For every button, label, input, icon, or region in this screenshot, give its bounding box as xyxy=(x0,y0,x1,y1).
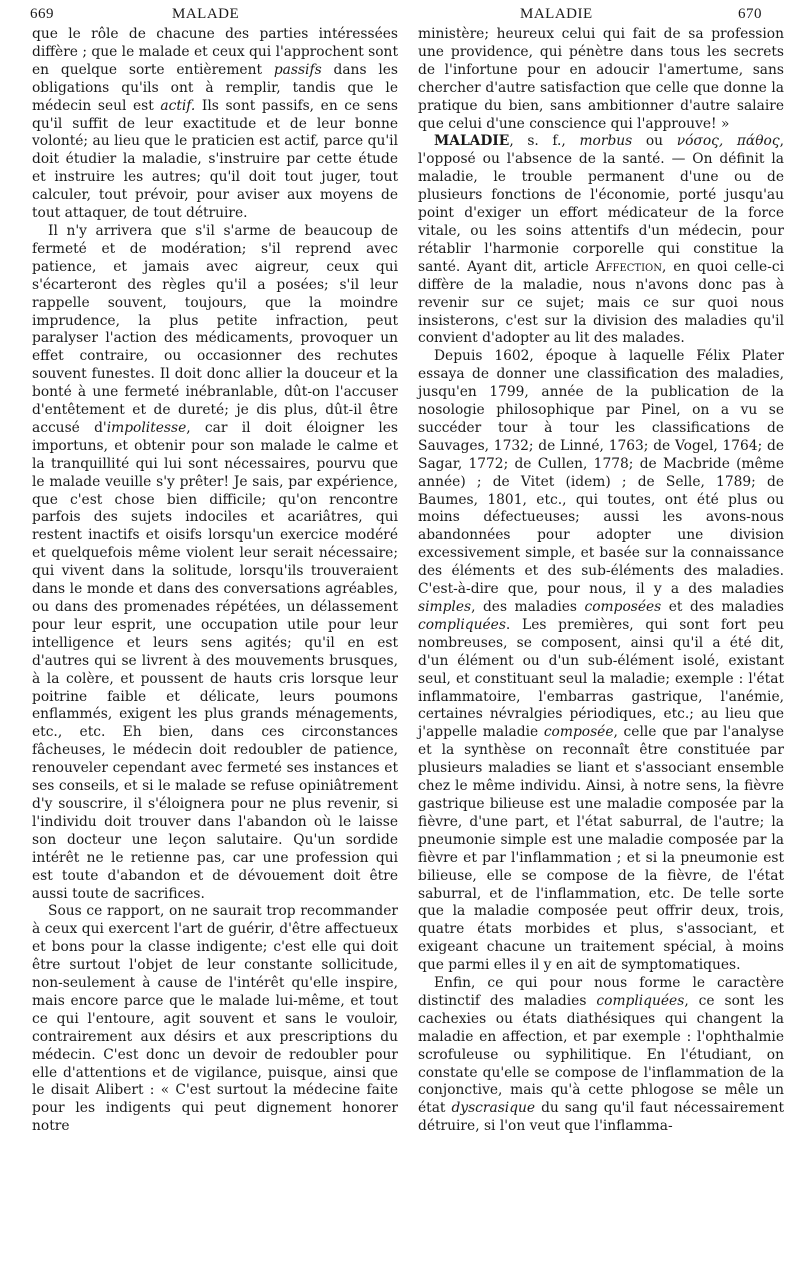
text-run: Ils sont passifs, en ce sens qu'il suffit de leur exactitude et de leur bonne volonté; au lieu que le praticien est actif, parce qu'il doit étudier la maladie, s'instruire par cette étude et instruire les autres; qu'il doit tout juger, tout calculer, tout prévoir, pour aviser aux moyens de tout attaquer, de tout détruire. xyxy=(32,97,398,222)
italic-term: morbus xyxy=(579,133,633,150)
left-page-number: 669 xyxy=(30,6,54,22)
italic-term: dyscrasique xyxy=(451,1100,536,1117)
text-run: , des maladies xyxy=(471,599,585,615)
text-run: Il n'y arrivera que s'il s'arme de beaucoup de fermeté et de modération; s'il reprend avec patience, et jamais avec aigreur, ceux qui s'écarteront des règles qu'il a posées; s'il leur rappelle souvent, toujours, que la moindre imprudence, la plus petite infraction, peut paralyser l'action des médicaments, provoquer un effet contraire, ou occasionner des rechutes souvent funestes. Il doit donc allier la douceur et la bonté à une fermeté inébranlable, dût-on l'accuser d'entêtement et de dureté; je dis plus, dût-il être accusé d' xyxy=(32,222,398,436)
right-paragraph-1: ministère; heureux celui qui fait de sa profession une providence, qui pénètre dans tous les secrets de l'infortune pour en adoucir l'amertume, sans chercher d'autre satisfaction que celle que donne la pratique du bien, sans ambitionner d'autre salaire que celui d'une conscience qui l'approuve! » xyxy=(418,26,784,132)
text-run: , celle que par l'analyse et la synthèse on reconnaît être constituée par plusieurs maladies se liant et s'associant ensemble chez le même individu. Ainsi, à notre sens, la fièvre gastrique bilieuse est une maladie composée par la fièvre, d'une part, et l'état saburral, de l'autre; la pneumonie simple est une maladie composée par la fièvre et par l'inflammation ; et si la pneumonie est bilieuse, elle se compose de la fièvre, de l'état saburral, et de l'inflammation, etc. De telle sorte que la maladie composée peut offrir deux, trois, quatre états morbides et plus, s'associant, et exigeant chacune un traitement spécial, à moins que parmi elles il y en ait de symptomatiques. xyxy=(418,724,784,974)
text-run: , car il doit éloigner les importuns, et obtenir pour son malade le calme et la tranquillité qui lui sont nécessaires, pourvu que le malade veuille s'y prêter! Je sais, par expérience, que c'est chose bien difficile; qu'on rencontre parfois des sujets indociles et acariâtres, qui restent inactifs et oisifs lorsqu'un exercice modéré et quelquefois même violent leur serait nécessaire; qui vivent dans la solitude, lorsqu'ils trouveraient dans le monde et dans des conversations agréables, ou dans des promenades répétées, un délassement pour leur esprit, une occupation utile pour leur intelligence et leurs sens agités; qu'il en est d'autres qui se livrent à des mouvements brusques, à la colère, et poussent de hauts cris lorsque leur poitrine faible et délicate, leurs poumons enflammés, exigent les plus grands ménagements, etc., etc. Eh bien, dans ces circonstances fâcheuses, le médecin doit redoubler de patience, renouveler cependant avec fermeté ses instances et ses conseils, et si le malade se refuse opiniâtrement d'y souscrire, il s'éloignera pour ne plus revenir, si l'individu doit trouver dans l'abandon où le laisse son docteur une leçon salutaire. Qu'un sordide intérêt ne le retienne pas, car une profession qui est toute d'abandon et de dévouement doit être aussi toute de sacrifices. xyxy=(32,419,398,902)
greek-term: νόσος, πάθος xyxy=(676,133,780,150)
cross-reference: Affection xyxy=(595,258,663,275)
text-run: dans les obligations qu'ils ont à remplir, tandis que le médecin seul est xyxy=(32,61,399,114)
entry-headword: MALADIE xyxy=(434,133,510,150)
right-paragraph-3 xyxy=(418,348,784,975)
right-paragraph-4 xyxy=(418,975,784,1136)
italic-term: composée xyxy=(543,724,614,741)
left-column xyxy=(32,26,398,1136)
italic-term: composées xyxy=(584,599,662,615)
text-run: , s. f., xyxy=(509,133,580,150)
text-run: , en quoi celle-ci diffère de la maladie, nous n'avons donc pas à revenir sur ce sujet; mais ce sur quoi nous insisterons, c'est sur la division des maladies qu'il convient d'adopter au lit des malades. xyxy=(418,258,784,347)
text-run: , ce sont les cachexies ou états diathésiques qui changent la maladie en affection, et par exemple : l'ophthalmie scrofuleuse ou syphilitique. En l'étudiant, on constate qu'elle se compose de l'inflammation de la conjonctive, mais qu'à cette phlogose se mêle un état xyxy=(418,992,784,1117)
italic-term: simples xyxy=(418,599,472,615)
italic-term: compliquées xyxy=(418,616,506,633)
text-run: Depuis 1602, époque à laquelle Félix Plater essaya de donner une classification des maladies, jusqu'en 1799, année de la publication de la nosologie philosophique par Pinel, on a vu se succéder tour à tour les classifications de Sauvages, 1732; de Linné, 1763; de Vogel, 1764; de Sagar, 1772; de Cullen, 1778; de Macbride (même année) ; de Vitet (idem) ; de Selle, 1789; de Baumes, 1801, etc., qui toutes, ont été plus ou moins défectueuses; aussi les avons-nous abandonnées pour adopter une division excessivement simple, et basée sur la connaissance des éléments et des sub-éléments des maladies. C'est-à-dire que, pour nous, il y a des maladies xyxy=(418,348,784,598)
left-paragraph-1 xyxy=(32,26,398,223)
italic-term: impolitesse xyxy=(106,419,187,436)
right-column xyxy=(418,26,784,1136)
text-run: . Les premières, qui sont fort peu nombreuses, se composent, ainsi qu'il a été dit, d'un élément ou d'un sub-élément isolé, existant seul, et constituant seul la maladie; exemple : l'état inflammatoire, l'embarras gastrique, l'anémie, certaines névralgies périodiques, etc.; au lieu que j'appelle maladie xyxy=(418,616,784,741)
entry-maladie xyxy=(418,133,784,348)
italic-term: compliquées xyxy=(596,992,685,1009)
text-run: Enfin, ce qui pour nous forme le caractère distinctif des maladies xyxy=(418,975,784,1009)
italic-term: actif. xyxy=(160,97,196,114)
left-paragraph-3: Sous ce rapport, on ne saurait trop recommander à ceux qui exercent l'art de guérir, d'être affectueux et bons pour la classe indigente; c'est elle qui doit être surtout l'objet de leur constante sollicitude, non-seulement à cause de l'intérêt qu'elle inspire, mais encore parce que le malade lui-même, et tout ce qui l'entoure, agit souvent et sans le vouloir, contrairement aux désirs et aux prescriptions du médecin. C'est donc un devoir de redoubler pour elle d'attentions et de vigilance, puisque, ainsi que le disait Alibert : « C'est surtout la médecine faite pour les indigents qui peut dignement honorer notre xyxy=(32,903,398,1135)
text-run: et des maladies xyxy=(661,599,784,615)
right-running-title: MALADIE xyxy=(520,6,593,22)
text-run: que le rôle de chacune des parties intéressées diffère ; que le malade et ceux qui l'approchent sont en quelque sorte entièrement xyxy=(32,26,398,78)
text-run: ou xyxy=(632,133,677,150)
right-page-number: 670 xyxy=(738,6,762,22)
left-paragraph-2 xyxy=(32,223,398,903)
text-run: , l'opposé ou l'absence de la santé. — On définit la maladie, le trouble permanent d'une ou de plusieurs fonctions de l'économie, porté jusqu'au point d'exiger un effort médicateur de la force vitale, ou les soins attentifs d'un médecin, pour rétablir l'harmonie corporelle qui constitue la santé. Ayant dit, article xyxy=(418,133,784,275)
italic-term: passifs xyxy=(273,61,322,78)
text-run: du sang qu'il faut nécessairement détruire, si l'on veut que l'inflamma- xyxy=(418,1100,784,1135)
left-running-title: MALADE xyxy=(172,6,240,22)
